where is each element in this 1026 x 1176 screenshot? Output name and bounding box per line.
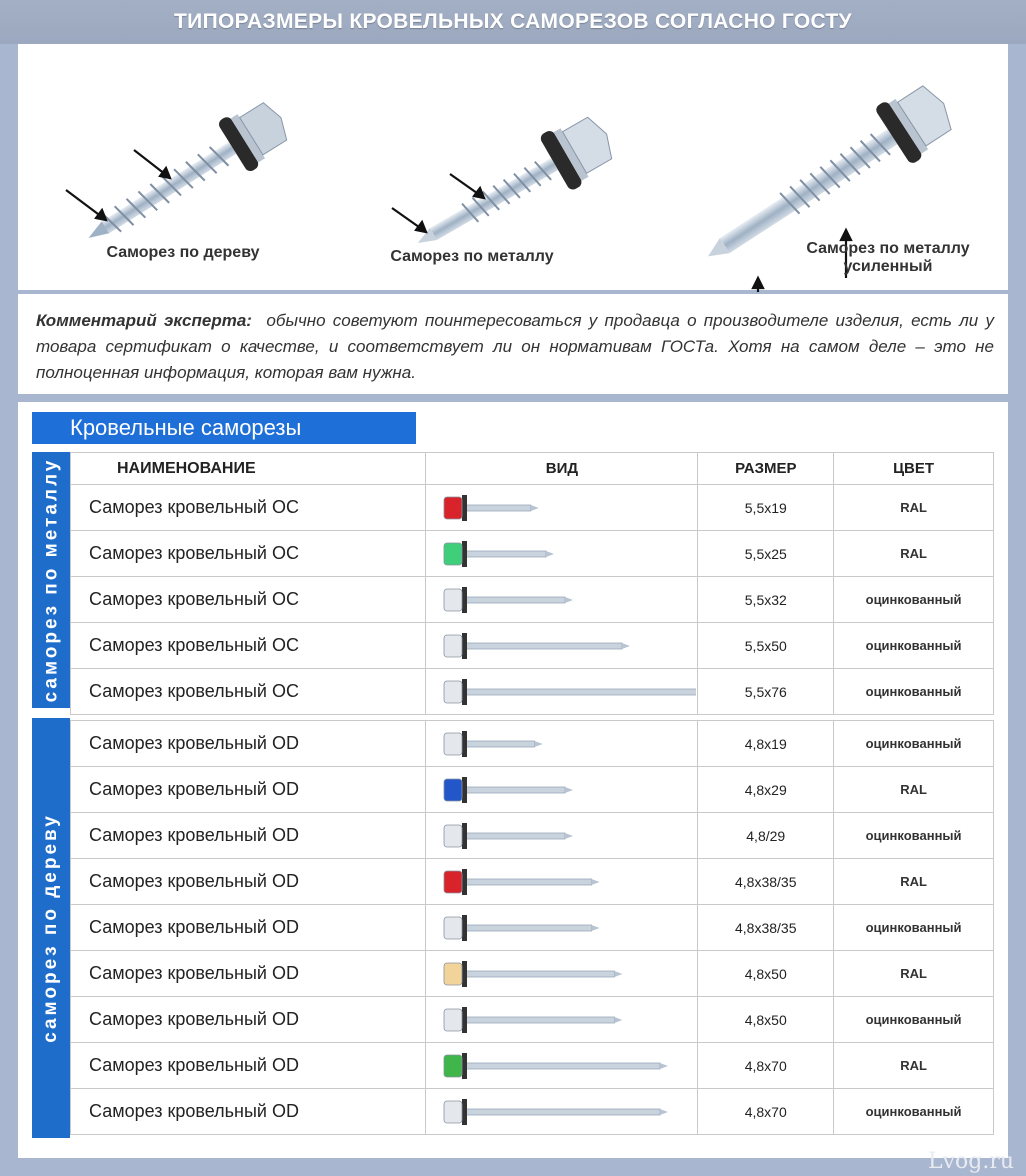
row-color: оцинкованный	[834, 623, 994, 669]
table-row	[71, 531, 994, 577]
row-name: Саморез кровельный OD	[71, 951, 426, 997]
screw-thumbnail-icon	[426, 486, 696, 530]
expert-comment-text: обычно советуют поинтересоваться у продавца о производителе изделия, есть ли у товара сертификат о качестве, и соответствует ли он нормативам ГОСТа. Хотя на самом деле – это не полноценная информация, которая вам нужна.	[36, 311, 994, 382]
screw-thumbnail-icon	[426, 768, 696, 812]
group-label-wood: саморез по дереву	[32, 718, 70, 1138]
screw-thumbnail-icon	[426, 814, 696, 858]
table-row	[71, 905, 994, 951]
watermark: Lvog.ru	[927, 1149, 1014, 1174]
row-color: RAL	[834, 1043, 994, 1089]
row-name: Саморез кровельный OD	[71, 767, 426, 813]
row-size: 4,8х70	[698, 1089, 834, 1135]
row-size: 4,8/29	[698, 813, 834, 859]
screw-thumbnail-icon	[426, 906, 696, 950]
row-view	[426, 485, 698, 531]
table-row	[71, 951, 994, 997]
row-name: Саморез кровельный OD	[71, 721, 426, 767]
header-name: НАИМЕНОВАНИЕ	[71, 453, 426, 485]
row-color: оцинкованный	[834, 905, 994, 951]
table-title: Кровельные саморезы	[32, 412, 416, 444]
screw-thumbnail-icon	[426, 670, 696, 714]
screw-thumbnail-icon	[426, 722, 696, 766]
table-row	[71, 1089, 994, 1135]
screw-thumbnail-icon	[426, 860, 696, 904]
expert-comment-label: Комментарий эксперта:	[36, 311, 252, 330]
row-view	[426, 813, 698, 859]
row-size: 5,5х19	[698, 485, 834, 531]
header-view: ВИД	[426, 453, 698, 485]
row-name: Саморез кровельный OD	[71, 997, 426, 1043]
row-size: 5,5х25	[698, 531, 834, 577]
row-view	[426, 767, 698, 813]
row-name: Саморез кровельный ОС	[71, 531, 426, 577]
table-row	[71, 485, 994, 531]
row-size: 4,8х38/35	[698, 905, 834, 951]
row-size: 4,8х50	[698, 951, 834, 997]
screw-thumbnail-icon	[426, 952, 696, 996]
row-color: RAL	[834, 859, 994, 905]
row-size: 5,5х32	[698, 577, 834, 623]
row-color: оцинкованный	[834, 997, 994, 1043]
row-name: Саморез кровельный OD	[71, 859, 426, 905]
table-row	[71, 623, 994, 669]
table-row	[71, 859, 994, 905]
row-size: 5,5х50	[698, 623, 834, 669]
screw-thumbnail-icon	[426, 1044, 696, 1088]
row-size: 4,8х50	[698, 997, 834, 1043]
expert-comment	[18, 294, 1008, 394]
group-label-metal: саморез по металлу	[32, 452, 70, 708]
row-size: 4,8х38/35	[698, 859, 834, 905]
row-view	[426, 669, 698, 715]
metal-screw-image	[370, 74, 660, 254]
screw-thumbnail-icon	[426, 998, 696, 1042]
header-size: РАЗМЕР	[698, 453, 834, 485]
row-view	[426, 859, 698, 905]
wood-screws-table	[70, 720, 994, 1135]
row-color: RAL	[834, 951, 994, 997]
screw-thumbnail-icon	[426, 532, 696, 576]
row-name: Саморез кровельный OD	[71, 1089, 426, 1135]
screw-thumbnail-icon	[426, 1090, 696, 1134]
roofing-screws-table-panel	[18, 402, 1008, 1158]
row-name: Саморез кровельный ОС	[71, 623, 426, 669]
row-view	[426, 997, 698, 1043]
row-name: Саморез кровельный ОС	[71, 669, 426, 715]
row-color: оцинкованный	[834, 577, 994, 623]
row-size: 4,8х29	[698, 767, 834, 813]
row-color: оцинкованный	[834, 669, 994, 715]
row-color: оцинкованный	[834, 721, 994, 767]
row-color: RAL	[834, 767, 994, 813]
screw-thumbnail-icon	[426, 578, 696, 622]
row-view	[426, 951, 698, 997]
table-row	[71, 767, 994, 813]
wood-screw-caption: Саморез по дереву	[106, 244, 260, 261]
table-row	[71, 577, 994, 623]
row-name: Саморез кровельный OD	[71, 1043, 426, 1089]
row-name: Саморез кровельный OD	[71, 813, 426, 859]
reinforced-screw-caption-line2: усиленный	[843, 258, 933, 275]
row-view	[426, 905, 698, 951]
row-view	[426, 1043, 698, 1089]
row-color: RAL	[834, 531, 994, 577]
row-size: 5,5х76	[698, 669, 834, 715]
metal-screws-table	[70, 452, 994, 715]
reinforced-screw-caption-line1: Саморез по металлу	[806, 240, 970, 257]
screw-thumbnail-icon	[426, 624, 696, 668]
table-header-row	[71, 453, 994, 485]
table-row	[71, 1043, 994, 1089]
row-color: оцинкованный	[834, 813, 994, 859]
row-name: Саморез кровельный ОС	[71, 577, 426, 623]
row-size: 4,8х19	[698, 721, 834, 767]
header-color: ЦВЕТ	[834, 453, 994, 485]
row-size: 4,8х70	[698, 1043, 834, 1089]
row-view	[426, 531, 698, 577]
table-row	[71, 997, 994, 1043]
table-row	[71, 813, 994, 859]
row-name: Саморез кровельный ОС	[71, 485, 426, 531]
row-color: RAL	[834, 485, 994, 531]
wood-screw-image	[46, 72, 336, 262]
row-color: оцинкованный	[834, 1089, 994, 1135]
screw-types-illustration	[18, 44, 1008, 290]
page-title: ТИПОРАЗМЕРЫ КРОВЕЛЬНЫХ САМОРЕЗОВ СОГЛАСНО ГОСТУ	[174, 10, 852, 33]
row-view	[426, 577, 698, 623]
row-view	[426, 1089, 698, 1135]
reinforced-screw-caption	[788, 240, 988, 276]
row-view	[426, 623, 698, 669]
metal-screw-caption: Саморез по металлу	[390, 248, 554, 265]
table-row	[71, 669, 994, 715]
row-name: Саморез кровельный OD	[71, 905, 426, 951]
row-view	[426, 721, 698, 767]
page-header	[0, 0, 1026, 44]
table-row	[71, 721, 994, 767]
